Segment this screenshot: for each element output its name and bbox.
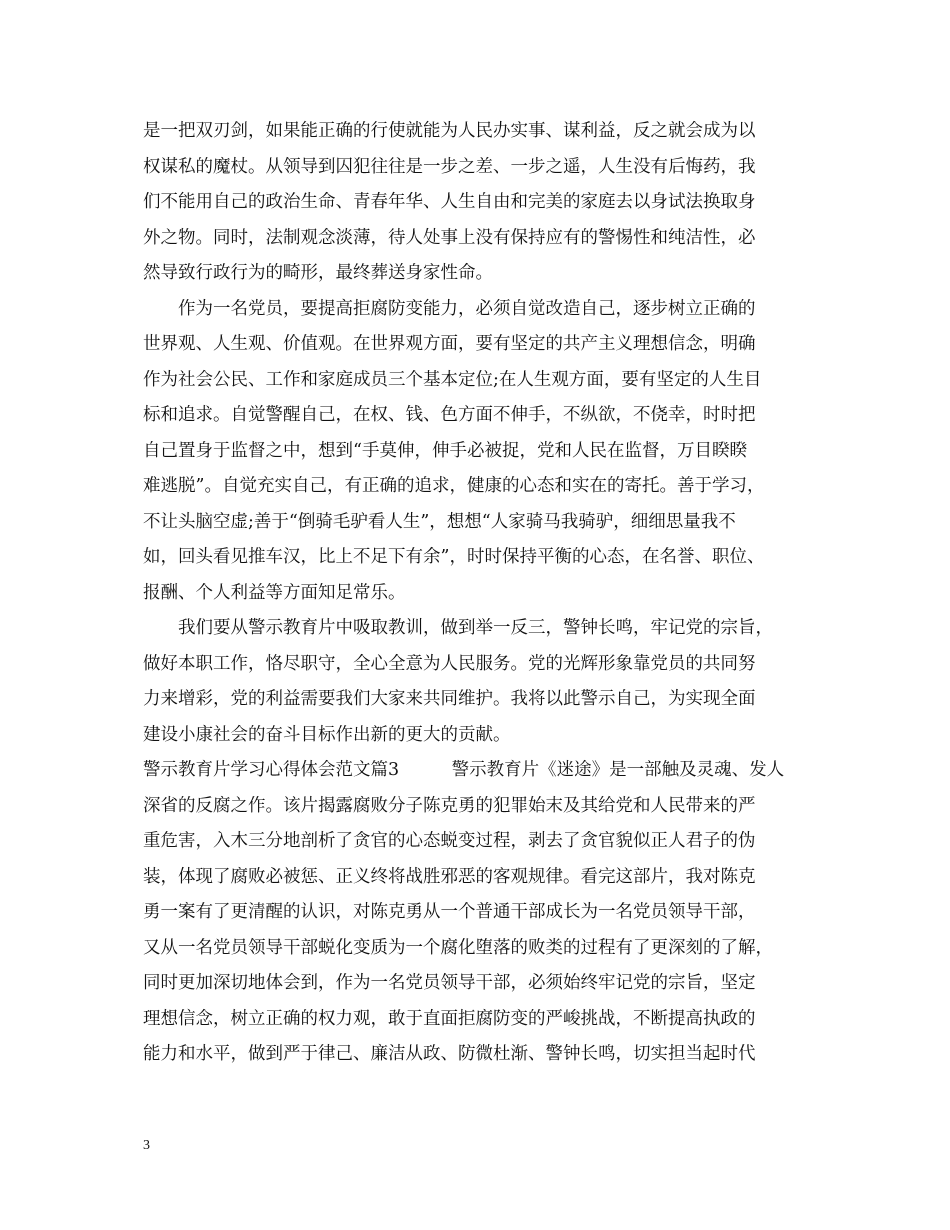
- text-line: 做好本职工作，恪尽职守，全心全意为人民服务。党的光辉形象靠党员的共同努: [143, 653, 756, 674]
- document-body: [143, 114, 833, 1073]
- text-line: 是一把双刃剑，如果能正确的行使就能为人民办实事、谋利益，反之就会成为以: [143, 121, 756, 141]
- text-line: 重危害，入木三分地剖析了贪官的心态蜕变过程，剥去了贪官貌似正人君子的伪: [143, 831, 756, 851]
- text-line: 同时更加深切地体会到，作为一名党员领导干部，必须始终牢记党的宗旨，坚定: [143, 973, 756, 993]
- text-line: 警示教育片学习心得体会范文篇3 警示教育片《迷途》是一部触及灵魂、发人: [143, 760, 785, 780]
- text-line: 如，回头看见推车汉，比上不足下有余”，时时保持平衡的心态，在名誉、职位、: [143, 547, 765, 567]
- text-line: 然导致行政行为的畸形，最终葬送身家性命。: [143, 263, 493, 283]
- text-line: 建设小康社会的奋斗目标作出新的更大的贡献。: [143, 724, 511, 745]
- text-line: 标和追求。自觉警醒自己，在权、钱、色方面不伸手，不纵欲，不侥幸，时时把: [143, 405, 756, 425]
- page-number: 3: [143, 1138, 150, 1153]
- text-line: 力来增彩，党的利益需要我们大家来共同维护。我将以此警示自己，为实现全面: [143, 689, 756, 709]
- text-line: 权谋私的魔杖。从领导到囚犯往往是一步之差、一步之遥，人生没有后悔药，我: [143, 156, 756, 177]
- text-line: 作为社会公民、工作和家庭成员三个基本定位;在人生观方面，要有坚定的人生目: [143, 369, 762, 390]
- text-line: 世界观、人生观、价值观。在世界观方面，要有坚定的共产主义理想信念，明确: [143, 334, 756, 354]
- text-line: 难逃脱”。自觉充实自己，有正确的追求，健康的心态和实在的寄托。善于学习，: [143, 476, 765, 496]
- text-line: 深省的反腐之作。该片揭露腐败分子陈克勇的犯罪始末及其给党和人民带来的严: [143, 795, 756, 816]
- text-line: 理想信念，树立正确的权力观，敢于直面拒腐防变的严峻挑战，不断提高执政的: [143, 1008, 756, 1029]
- text-line: 们不能用自己的政治生命、青春年华、人生自由和完美的家庭去以身试法换取身: [143, 192, 756, 212]
- text-line: 作为一名党员，要提高拒腐防变能力，必须自觉改造自己，逐步树立正确的: [178, 298, 756, 319]
- text-line: 装，体现了腐败必被惩、正义终将战胜邪恶的客观规律。看完这部片，我对陈克: [143, 866, 756, 887]
- text-line: 勇一案有了更清醒的认识，对陈克勇从一个普通干部成长为一名党员领导干部，: [143, 902, 756, 922]
- text-line: 自己置身于监督之中，想到“手莫伸，伸手必被捉，党和人民在监督，万目睽睽: [143, 440, 747, 461]
- text-line: 能力和水平，做到严于律己、廉洁从政、防微杜渐、警钟长鸣，切实担当起时代: [143, 1044, 756, 1064]
- text-line: 报酬、个人利益等方面知足常乐。: [143, 582, 406, 603]
- text-line: 不让头脑空虚;善于“倒骑毛驴看人生”，想想“人家骑马我骑驴，细细思量我不: [143, 511, 736, 532]
- text-line: 又从一名党员领导干部蜕化变质为一个腐化堕落的败类的过程有了更深刻的了解，: [143, 937, 773, 958]
- text-line: 我们要从警示教育片中吸取教训，做到举一反三，警钟长鸣，牢记党的宗旨，: [178, 618, 773, 638]
- text-line: 外之物。同时，法制观念淡薄，待人处事上没有保持应有的警惕性和纯洁性，必: [143, 227, 756, 248]
